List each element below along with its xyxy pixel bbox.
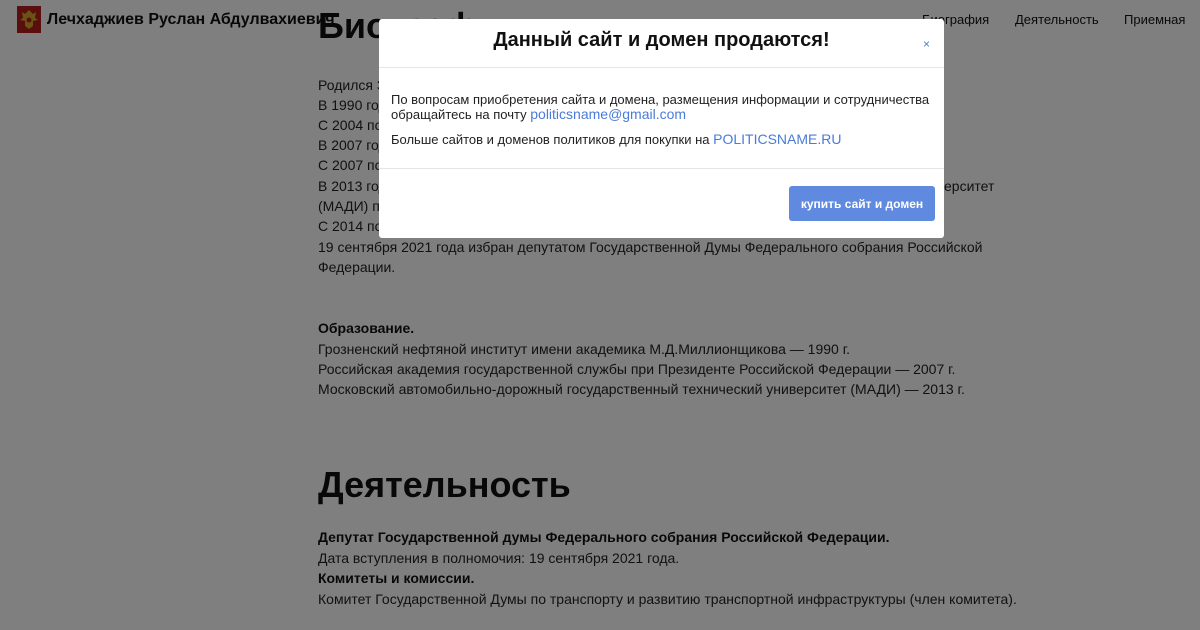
buy-site-button[interactable]: купить сайт и домен [789, 186, 935, 221]
close-icon[interactable]: × [923, 37, 931, 51]
modal-divider [379, 168, 944, 169]
modal-more-sites [391, 131, 931, 147]
modal-body-text [391, 93, 931, 122]
sale-modal [379, 19, 944, 238]
contact-text: По вопросам приобретения сайта и домена, размещения информации и сотрудничества обращайтесь на почту [391, 92, 930, 122]
modal-title: Данный сайт и домен продаются! [493, 29, 830, 51]
more-sites-text: Больше сайтов и доменов политиков для покупки на [391, 132, 710, 147]
modal-divider [379, 67, 944, 68]
email-link[interactable]: politicsname@gmail.com [530, 106, 687, 122]
site-link[interactable]: POLITICSNAME.RU [713, 131, 842, 147]
